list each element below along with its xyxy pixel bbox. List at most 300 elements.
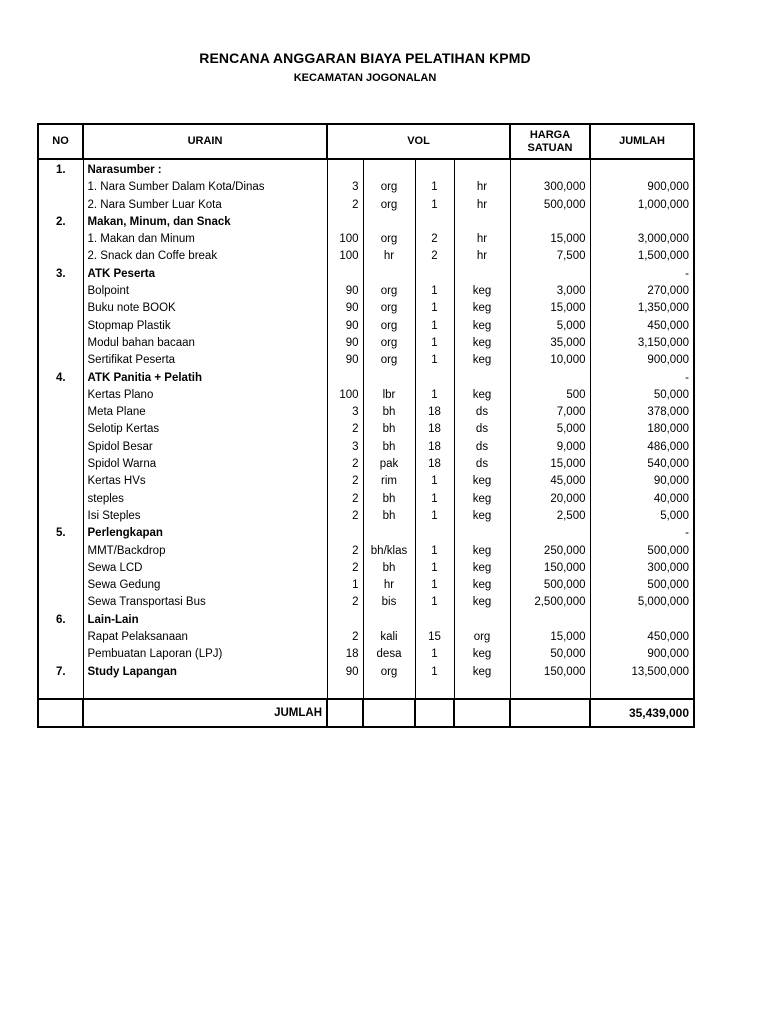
header-urain: URAIN [83,124,327,159]
row-quantity: 90 [327,335,363,352]
row-total: - [590,266,694,283]
row-frequency-unit: keg [454,543,510,560]
row-total: 50,000 [590,387,694,404]
row-total: 540,000 [590,456,694,473]
row-total: 90,000 [590,473,694,490]
row-unit-price: 7,000 [510,404,590,421]
row-unit-price: 500,000 [510,197,590,214]
row-unit: bis [363,594,415,611]
row-unit-price [510,612,590,629]
section-row [38,214,694,231]
row-total: 900,000 [590,179,694,196]
row-frequency: 1 [415,664,454,681]
row-unit: lbr [363,387,415,404]
footer-empty-cell [327,699,363,727]
row-frequency: 1 [415,560,454,577]
row-quantity [327,370,363,387]
row-frequency-unit: keg [454,491,510,508]
row-quantity: 2 [327,456,363,473]
row-frequency: 1 [415,352,454,369]
row-frequency: 1 [415,577,454,594]
empty-cell [590,681,694,699]
row-quantity: 90 [327,283,363,300]
row-number [38,629,83,646]
table-row [38,335,694,352]
row-frequency-unit: keg [454,352,510,369]
row-total: 900,000 [590,352,694,369]
row-unit: bh [363,439,415,456]
row-frequency-unit [454,370,510,387]
row-unit-price: 9,000 [510,439,590,456]
document-title: RENCANA ANGGARAN BIAYA PELATIHAN KPMD [199,50,531,66]
row-frequency: 1 [415,508,454,525]
row-unit-price: 2,500 [510,508,590,525]
row-frequency: 15 [415,629,454,646]
row-description: Narasumber : [83,159,327,179]
table-row [38,283,694,300]
row-number [38,197,83,214]
row-total: 900,000 [590,646,694,663]
row-number [38,543,83,560]
header-harga-line2: SATUAN [527,141,573,154]
table-row [38,543,694,560]
row-number: 1. [38,159,83,179]
row-total: 3,150,000 [590,335,694,352]
row-unit-price: 500,000 [510,577,590,594]
row-description: Sewa Gedung [83,577,327,594]
row-frequency: 1 [415,283,454,300]
row-unit-price: 45,000 [510,473,590,490]
footer-empty-cell [415,699,454,727]
row-number [38,456,83,473]
row-unit: bh/klas [363,543,415,560]
row-total: 1,000,000 [590,197,694,214]
row-frequency-unit: keg [454,300,510,317]
row-description: Lain-Lain [83,612,327,629]
row-quantity [327,612,363,629]
row-quantity: 90 [327,664,363,681]
row-unit [363,159,415,179]
row-frequency-unit [454,159,510,179]
table-row [38,439,694,456]
row-quantity: 3 [327,179,363,196]
row-frequency-unit [454,266,510,283]
row-unit [363,525,415,542]
footer-empty-cell [510,699,590,727]
row-unit-price [510,266,590,283]
row-unit-price: 150,000 [510,560,590,577]
row-description: Rapat Pelaksanaan [83,629,327,646]
row-number [38,491,83,508]
row-quantity: 18 [327,646,363,663]
row-number: 3. [38,266,83,283]
row-number [38,594,83,611]
table-row [38,473,694,490]
row-description: Sewa LCD [83,560,327,577]
row-total: 5,000 [590,508,694,525]
row-description: Sertifikat Peserta [83,352,327,369]
footer-empty-cell [454,699,510,727]
row-unit: org [363,664,415,681]
row-description: 1. Makan dan Minum [83,231,327,248]
row-total: 378,000 [590,404,694,421]
row-frequency [415,370,454,387]
row-number [38,335,83,352]
row-total: 500,000 [590,577,694,594]
row-frequency-unit: keg [454,318,510,335]
row-frequency-unit: keg [454,594,510,611]
row-unit: bh [363,508,415,525]
row-number [38,577,83,594]
row-frequency-unit: hr [454,231,510,248]
row-unit: pak [363,456,415,473]
header-no: NO [38,124,83,159]
footer-empty-cell [363,699,415,727]
row-total: 450,000 [590,318,694,335]
row-description: 2. Snack dan Coffe break [83,248,327,265]
row-quantity: 1 [327,577,363,594]
row-description: ATK Peserta [83,266,327,283]
row-unit [363,370,415,387]
row-unit: org [363,283,415,300]
row-frequency-unit: keg [454,664,510,681]
row-description: MMT/Backdrop [83,543,327,560]
row-number [38,646,83,663]
empty-spacer-row [38,681,694,699]
table-row [38,248,694,265]
row-total: 40,000 [590,491,694,508]
row-unit-price: 50,000 [510,646,590,663]
row-frequency: 1 [415,387,454,404]
row-description: Buku note BOOK [83,300,327,317]
row-total [590,612,694,629]
row-unit-price: 300,000 [510,179,590,196]
row-unit-price [510,525,590,542]
row-unit: bh [363,404,415,421]
row-total: 180,000 [590,421,694,438]
row-quantity [327,266,363,283]
empty-cell [454,681,510,699]
row-number: 5. [38,525,83,542]
row-quantity: 2 [327,508,363,525]
row-total: 1,350,000 [590,300,694,317]
empty-cell [363,681,415,699]
row-quantity [327,525,363,542]
row-unit-price: 20,000 [510,491,590,508]
row-number [38,439,83,456]
row-frequency: 18 [415,456,454,473]
table-row [38,421,694,438]
row-frequency [415,525,454,542]
row-number: 6. [38,612,83,629]
row-unit: hr [363,577,415,594]
row-number [38,473,83,490]
row-frequency-unit: keg [454,508,510,525]
row-quantity: 2 [327,543,363,560]
row-frequency: 1 [415,335,454,352]
row-frequency-unit: hr [454,197,510,214]
row-unit-price [510,370,590,387]
row-unit: org [363,335,415,352]
row-unit-price: 5,000 [510,421,590,438]
row-unit-price: 15,000 [510,300,590,317]
row-unit: org [363,231,415,248]
row-number [38,300,83,317]
row-frequency: 18 [415,439,454,456]
row-number [38,560,83,577]
row-number: 2. [38,214,83,231]
table-body [38,159,694,699]
row-quantity: 2 [327,560,363,577]
footer-row [38,699,694,727]
row-description: Kertas Plano [83,387,327,404]
row-number [38,387,83,404]
header-row [38,124,694,159]
row-total: 1,500,000 [590,248,694,265]
row-frequency: 1 [415,197,454,214]
row-total: 270,000 [590,283,694,300]
row-description: Study Lapangan [83,664,327,681]
header-harga-line1: HARGA [529,128,571,141]
row-number [38,248,83,265]
section-row [38,370,694,387]
table-row [38,300,694,317]
table-row [38,179,694,196]
row-quantity: 100 [327,248,363,265]
row-frequency-unit: keg [454,577,510,594]
row-number [38,421,83,438]
row-quantity: 2 [327,491,363,508]
row-number: 7. [38,664,83,681]
row-frequency-unit: keg [454,283,510,300]
row-frequency [415,214,454,231]
row-description: Spidol Warna [83,456,327,473]
row-frequency: 2 [415,231,454,248]
row-unit: org [363,352,415,369]
row-unit: rim [363,473,415,490]
row-total: 13,500,000 [590,664,694,681]
table-row [38,646,694,663]
row-number: 4. [38,370,83,387]
row-frequency: 1 [415,491,454,508]
row-frequency-unit: keg [454,335,510,352]
table-row [38,387,694,404]
header-vol: VOL [327,124,510,159]
row-quantity [327,214,363,231]
row-frequency-unit [454,214,510,231]
row-unit-price: 2,500,000 [510,594,590,611]
row-frequency-unit: org [454,629,510,646]
row-unit: bh [363,560,415,577]
footer-label: JUMLAH [83,699,327,727]
row-total: 450,000 [590,629,694,646]
section-row [38,664,694,681]
row-unit [363,266,415,283]
table-row [38,404,694,421]
row-description: Selotip Kertas [83,421,327,438]
row-quantity: 90 [327,318,363,335]
footer-total: 35,439,000 [590,699,694,727]
row-unit: org [363,300,415,317]
row-quantity: 3 [327,404,363,421]
empty-cell [83,681,327,699]
table-row [38,560,694,577]
table-row [38,508,694,525]
row-frequency-unit: ds [454,439,510,456]
row-unit: hr [363,248,415,265]
table-row [38,231,694,248]
row-frequency: 1 [415,300,454,317]
footer-no-cell [38,699,83,727]
row-quantity: 90 [327,300,363,317]
row-description: Perlengkapan [83,525,327,542]
row-total: 486,000 [590,439,694,456]
row-quantity: 3 [327,439,363,456]
row-description: Stopmap Plastik [83,318,327,335]
row-unit-price: 10,000 [510,352,590,369]
row-frequency: 1 [415,179,454,196]
row-unit-price: 7,500 [510,248,590,265]
row-description: 1. Nara Sumber Dalam Kota/Dinas [83,179,327,196]
header-harga-satuan [510,124,590,159]
row-quantity: 2 [327,473,363,490]
row-total: 5,000,000 [590,594,694,611]
row-unit: bh [363,491,415,508]
empty-cell [415,681,454,699]
row-unit-price: 15,000 [510,231,590,248]
row-quantity: 100 [327,231,363,248]
row-description: Kertas HVs [83,473,327,490]
row-frequency [415,159,454,179]
row-frequency-unit: keg [454,473,510,490]
table-row [38,318,694,335]
row-frequency-unit [454,612,510,629]
row-frequency: 1 [415,318,454,335]
row-frequency: 1 [415,543,454,560]
row-frequency-unit: hr [454,179,510,196]
row-total: 3,000,000 [590,231,694,248]
row-unit: org [363,318,415,335]
table-row [38,352,694,369]
row-quantity: 2 [327,594,363,611]
row-unit-price [510,159,590,179]
row-unit [363,214,415,231]
row-description: Spidol Besar [83,439,327,456]
header-jumlah: JUMLAH [590,124,694,159]
row-unit: bh [363,421,415,438]
section-row [38,612,694,629]
row-number [38,231,83,248]
row-description: Modul bahan bacaan [83,335,327,352]
row-quantity: 2 [327,197,363,214]
row-unit-price: 3,000 [510,283,590,300]
row-number [38,404,83,421]
row-total: 300,000 [590,560,694,577]
row-number [38,352,83,369]
row-frequency [415,612,454,629]
row-unit-price: 35,000 [510,335,590,352]
row-quantity: 2 [327,629,363,646]
row-description: Meta Plane [83,404,327,421]
row-frequency [415,266,454,283]
section-row [38,525,694,542]
row-unit-price: 15,000 [510,456,590,473]
table-row [38,577,694,594]
row-number [38,179,83,196]
empty-cell [38,681,83,699]
row-quantity: 2 [327,421,363,438]
row-frequency-unit: keg [454,560,510,577]
document-subtitle: KECAMATAN JOGONALAN [293,72,437,84]
section-row [38,159,694,179]
row-total: - [590,525,694,542]
row-number [38,283,83,300]
row-total: 500,000 [590,543,694,560]
row-description: Pembuatan Laporan (LPJ) [83,646,327,663]
table-row [38,197,694,214]
row-description: Isi Steples [83,508,327,525]
row-unit-price: 150,000 [510,664,590,681]
row-frequency: 2 [415,248,454,265]
row-unit-price: 250,000 [510,543,590,560]
row-number [38,508,83,525]
row-unit: org [363,179,415,196]
row-unit: kali [363,629,415,646]
row-frequency-unit: ds [454,456,510,473]
row-frequency-unit: hr [454,248,510,265]
row-quantity [327,159,363,179]
row-description: Makan, Minum, dan Snack [83,214,327,231]
budget-table [37,123,695,728]
row-unit [363,612,415,629]
row-unit-price [510,214,590,231]
row-description: steples [83,491,327,508]
table-row [38,456,694,473]
row-frequency: 18 [415,421,454,438]
empty-cell [327,681,363,699]
row-frequency-unit: keg [454,646,510,663]
row-description: Sewa Transportasi Bus [83,594,327,611]
row-unit-price: 15,000 [510,629,590,646]
row-frequency: 1 [415,594,454,611]
row-number [38,318,83,335]
row-frequency-unit: ds [454,404,510,421]
empty-cell [510,681,590,699]
row-unit: org [363,197,415,214]
table-row [38,629,694,646]
row-unit-price: 5,000 [510,318,590,335]
row-description: ATK Panitia + Pelatih [83,370,327,387]
row-unit: desa [363,646,415,663]
row-quantity: 90 [327,352,363,369]
row-unit-price: 500 [510,387,590,404]
row-frequency-unit [454,525,510,542]
table-row [38,491,694,508]
row-frequency-unit: keg [454,387,510,404]
table-row [38,594,694,611]
row-frequency: 18 [415,404,454,421]
row-frequency-unit: ds [454,421,510,438]
row-total [590,159,694,179]
row-quantity: 100 [327,387,363,404]
row-description: 2. Nara Sumber Luar Kota [83,197,327,214]
row-total: - [590,370,694,387]
section-row [38,266,694,283]
row-total [590,214,694,231]
row-frequency: 1 [415,646,454,663]
row-description: Bolpoint [83,283,327,300]
row-frequency: 1 [415,473,454,490]
